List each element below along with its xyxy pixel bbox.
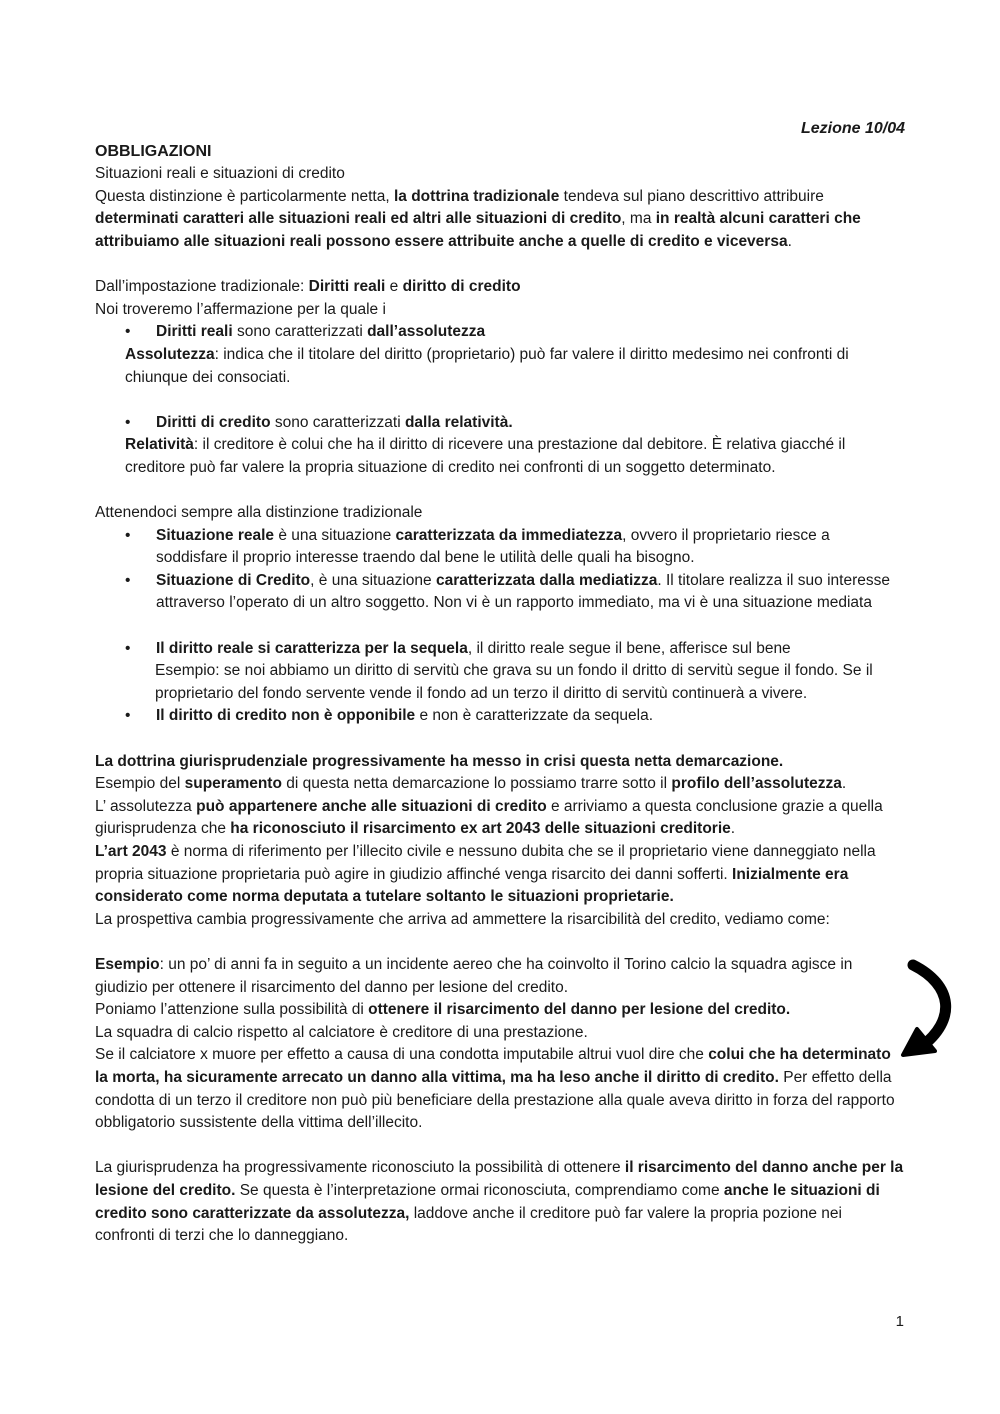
subtitle: Situazioni reali e situazioni di credito <box>95 165 345 183</box>
text-run: è norma di riferimento per l’illecito civile e nessuno dubita che se il proprietario viene danneggiato nella propria situazione proprietaria può agire in giudizio affinché venga risarcito dei danni sofferti. <box>95 843 876 883</box>
document-body <box>95 118 905 1248</box>
text-run: L’ assolutezza <box>95 797 197 815</box>
curved-arrow-icon <box>895 955 965 1065</box>
text-run: ha riconosciuto il risarcimento ex art 2043 delle situazioni creditorie <box>230 820 731 838</box>
text-run: può appartenere anche alle situazioni di credito <box>196 797 547 815</box>
text-run: Diritti reali <box>308 278 386 296</box>
text-run: profilo dell’assolutezza <box>671 775 842 793</box>
paragraph-intro <box>95 186 905 254</box>
text-run: : il creditore è colui che ha il diritto di ricevere una prestazione dal debitore. È relativa giacché il creditore può far valere la propria situazione di credito nei confronti di un soggetto determinato. <box>125 436 846 476</box>
example-servitu: Esempio: se noi abbiamo un diritto di servitù che grava su un fondo il dritto di servitù segue il fondo. Se il proprietario del fondo servente vende il fondo ad un terzo il diritto di servitù continuerà a vivere. <box>155 662 873 702</box>
definition-relativita <box>95 434 905 479</box>
text-run: Diritti di credito <box>156 413 271 431</box>
text-run: Situazione reale <box>156 526 275 544</box>
text-run: Il diritto reale si caratterizza per la sequela <box>156 639 468 657</box>
paragraph-crisis: La dottrina giurisprudenziale progressivamente ha messo in crisi questa netta demarcazione. <box>95 752 784 770</box>
paragraph-squadra: La squadra di calcio rispetto al calciatore è creditore di una prestazione. <box>95 1023 588 1041</box>
text-run: L’art 2043 <box>95 843 167 860</box>
list-item <box>95 321 905 344</box>
text-run: Per effetto della condotta di un terzo il creditore non può più beneficiare della prestazione alla quale aveva diritto in forza del rapporto obbligatorio sussistente della vittima dell’illecito. <box>95 1068 895 1132</box>
text-run: , ma <box>621 210 656 228</box>
list-item <box>95 638 905 661</box>
text-run: sono caratterizzati <box>270 413 405 431</box>
lesson-date: Lezione 10/04 <box>800 120 905 137</box>
text-run: e non è caratterizzate da sequela. <box>415 707 654 725</box>
text-run: . <box>841 775 847 793</box>
paragraph-attention <box>95 999 905 1022</box>
text-run: Assolutezza <box>125 345 215 363</box>
text-run: dall’assolutezza <box>367 323 486 341</box>
text-run: Relatività <box>125 436 194 454</box>
text-run: anche le situazioni di credito sono caratterizzate da assolutezza, <box>95 1181 880 1222</box>
text-run: ottenere il risarcimento del danno per lesione del credito. <box>368 1001 791 1019</box>
paragraph-example-torino <box>95 954 905 999</box>
paragraph-assolutezza <box>95 796 905 841</box>
text-run: Il diritto di credito non è opponibile <box>156 707 416 725</box>
paragraph-traditional <box>95 276 905 299</box>
list-item <box>95 525 905 570</box>
text-run: determinati caratteri alle situazioni reali ed altri alle situazioni di credito <box>95 210 622 228</box>
text-run: caratterizzata da immediatezza <box>395 526 623 544</box>
text-run: caratterizzata dalla mediatizza <box>435 571 658 589</box>
text-run: . Il titolare realizza il suo interesse attraverso l’operato di un altro soggetto. Non vi è un rapporto immediato, ma vi è una situazione mediata <box>156 571 890 612</box>
text-run: , è una situazione <box>310 571 436 589</box>
text-run: La giurisprudenza ha progressivamente riconosciuto la possibilità di ottenere <box>95 1159 625 1177</box>
text-run: , il diritto reale segue il bene, afferisce sul bene <box>467 639 791 657</box>
text-run: Poniamo l’attenzione sulla possibilità di <box>95 1001 369 1019</box>
text-run: diritto di credito <box>402 278 521 296</box>
text-run: superamento <box>184 775 282 793</box>
text-run: tendeva sul piano descrittivo attribuire <box>559 187 824 205</box>
text-run: Se questa è l’interpretazione ormai riconosciuta, comprendiamo come <box>235 1181 724 1199</box>
text-run: dalla relatività. <box>404 413 513 431</box>
text-run: . <box>730 820 736 838</box>
document-title: OBBLIGAZIONI <box>95 142 212 160</box>
paragraph-conclusion <box>95 1157 905 1247</box>
paragraph-statement: Noi troveremo l’affermazione per la quale i <box>95 300 386 318</box>
text-run: Situazione di Credito <box>156 571 311 589</box>
paragraph-art2043 <box>95 841 905 909</box>
text-run: : indica che il titolare del diritto (proprietario) può far valere il diritto medesimo nei confronti di chiunque dei consociati. <box>125 345 849 386</box>
list-sequela <box>95 638 905 661</box>
text-run: colui che ha determinato la morta, ha sicuramente arrecato un danno alla vittima, ma ha leso anche il diritto di credito. <box>95 1046 891 1086</box>
text-run: Questa distinzione è particolarmente netta, <box>95 187 394 205</box>
text-run: Esempio del <box>95 775 185 793</box>
list-credit <box>95 412 905 435</box>
text-run: : un po’ di anni fa in seguito a un incidente aereo che ha coinvolto il Torino calcio la squadra agisce in giudizio per ottenere il risarcimento del danno per lesione del credito. <box>95 955 853 996</box>
text-run: il risarcimento del danno anche per la lesione del credito. <box>95 1159 904 1199</box>
list-item <box>95 705 905 728</box>
text-run: è una situazione <box>274 526 396 544</box>
paragraph-calciatore <box>95 1044 905 1134</box>
paragraph-prospettiva: La prospettiva cambia progressivamente che arriva ad ammettere la risarcibilità del credito, vediamo come: <box>95 910 830 928</box>
text-run: in realtà alcuni caratteri che attribuiamo alle situazioni reali possono essere attribuite anche a quelle di credito e viceversa <box>95 210 861 250</box>
text-run: Se il calciatore x muore per effetto a causa di una condotta imputabile altrui vuol dire che <box>95 1046 709 1064</box>
list-opponibile <box>95 705 905 728</box>
definition-assolutezza <box>95 344 905 389</box>
list-situations <box>95 525 905 615</box>
page-number: 1 <box>895 1313 904 1330</box>
text-run: e arriviamo a questa conclusione grazie a quella giurisprudenza che <box>95 797 883 838</box>
paragraph-distinction: Attenendoci sempre alla distinzione tradizionale <box>95 504 423 522</box>
paragraph-superamento <box>95 773 905 796</box>
text-run: . <box>787 232 792 250</box>
text-run: sono caratterizzati <box>232 323 368 341</box>
text-run: laddove anche il creditore può far valere la propria pozione nei confronti di terzi che lo danneggiano. <box>95 1204 842 1245</box>
text-run: Inizialmente era considerato come norma deputata a tutelare soltanto le situazioni proprietarie. <box>95 865 849 906</box>
text-run: Diritti reali <box>156 323 233 341</box>
text-run: Dall’impostazione tradizionale: <box>95 278 309 296</box>
text-run: di questa netta demarcazione lo possiamo trarre sotto il <box>281 775 672 793</box>
text-run: e <box>385 278 403 296</box>
text-run: Esempio <box>95 955 160 973</box>
list-item <box>95 412 905 435</box>
text-run: , ovvero il proprietario riesce a soddisfare il proprio interesse traendo dal bene le utilità delle quali ha bisogno. <box>156 526 830 567</box>
list-item <box>95 570 905 615</box>
text-run: la dottrina tradizionale <box>393 187 560 205</box>
list-rights <box>95 321 905 344</box>
